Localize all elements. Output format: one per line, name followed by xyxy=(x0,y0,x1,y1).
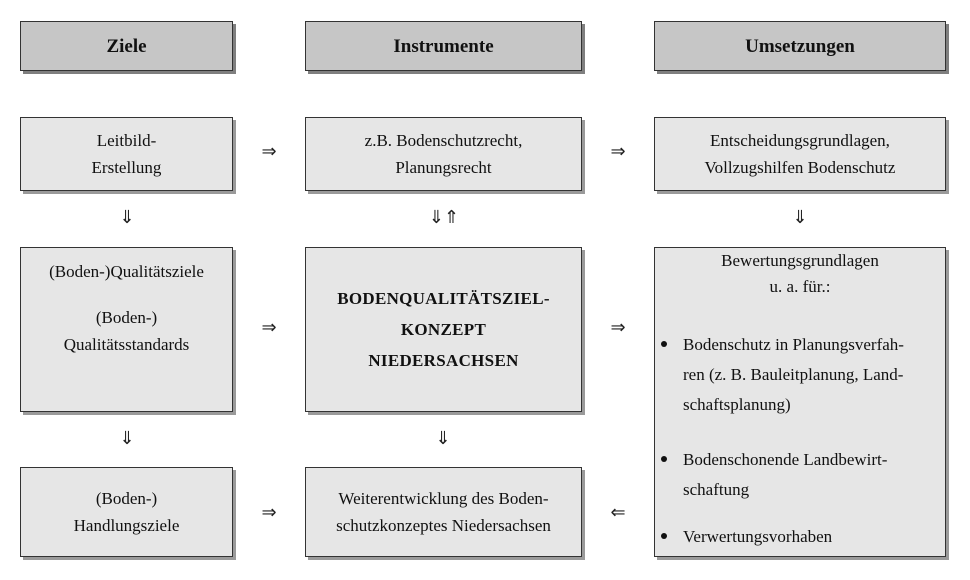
box-leitbild xyxy=(20,117,233,191)
box-weiterentwicklung xyxy=(305,467,582,557)
header-ziele xyxy=(20,21,233,71)
arrow-right-icon: ⇒ xyxy=(261,141,277,162)
arrow-right-icon: ⇒ xyxy=(610,141,626,162)
bullet-1-line-1: Bodenschutz in Planungsverfah- xyxy=(683,335,904,354)
qualitaetsziele-line-1: (Boden-)Qualitätsziele xyxy=(49,262,204,281)
bullet-2-line-1: Bodenschonende Landbewirt- xyxy=(683,450,888,469)
entscheidungsgrundlagen-line-2: Vollzugshilfen Bodenschutz xyxy=(704,158,896,177)
weiterentwicklung-line-1: Weiterentwicklung des Boden- xyxy=(338,489,549,508)
konzept-line-2: KONZEPT xyxy=(400,320,487,339)
handlungsziele-line-1: (Boden-) xyxy=(95,489,158,508)
bullet-1-line-2: ren (z. B. Bauleitplanung, Land- xyxy=(683,365,904,384)
bewertungsgrundlagen-list xyxy=(655,330,945,552)
arrow-down-icon: ⇓ xyxy=(119,207,135,228)
arrow-left-icon: ⇐ xyxy=(610,502,626,523)
header-instrumente xyxy=(305,21,582,71)
arrow-right-icon: ⇒ xyxy=(261,317,277,338)
box-bodenqualitaetszielkonzept xyxy=(305,247,582,412)
bullet-dot-icon xyxy=(661,456,667,462)
header-ziele-label: Ziele xyxy=(106,35,147,57)
bullet-item-landbewirtschaftung xyxy=(655,445,945,505)
bullet-item-verwertungsvorhaben xyxy=(655,522,945,552)
arrow-down-up-icon: ⇓⇑ xyxy=(428,207,460,228)
bodenschutzrecht-line-2: Planungsrecht xyxy=(395,158,492,177)
bullet-dot-icon xyxy=(661,533,667,539)
header-instrumente-label: Instrumente xyxy=(393,35,494,57)
weiterentwicklung-line-2: schutzkonzeptes Niedersachsen xyxy=(336,516,551,535)
konzept-line-1: BODENQUALITÄTSZIEL- xyxy=(337,289,550,308)
box-entscheidungsgrundlagen xyxy=(654,117,946,191)
bullet-dot-icon xyxy=(661,341,667,347)
arrow-right-icon: ⇒ xyxy=(610,317,626,338)
entscheidungsgrundlagen-line-1: Entscheidungsgrundlagen, xyxy=(710,131,890,150)
qualitaetsziele-line-3: Qualitätsstandards xyxy=(63,335,190,354)
header-umsetzungen xyxy=(654,21,946,71)
box-bewertungsgrundlagen xyxy=(654,247,946,557)
leitbild-line-1: Leitbild- xyxy=(96,131,157,150)
header-umsetzungen-label: Umsetzungen xyxy=(745,35,855,57)
bullet-item-planungsverfahren xyxy=(655,330,945,420)
box-handlungsziele xyxy=(20,467,233,557)
handlungsziele-line-2: Handlungsziele xyxy=(73,516,180,535)
arrow-right-icon: ⇒ xyxy=(261,502,277,523)
bullet-1-line-3: schaftsplanung) xyxy=(683,395,791,414)
qualitaetsziele-line-2: (Boden-) xyxy=(95,308,158,327)
konzept-line-3: NIEDERSACHSEN xyxy=(368,351,519,370)
arrow-down-icon: ⇓ xyxy=(119,428,135,449)
leitbild-line-2: Erstellung xyxy=(91,158,162,177)
bodenschutzrecht-line-1: z.B. Bodenschutzrecht, xyxy=(364,131,523,150)
bullet-3-line-1: Verwertungsvorhaben xyxy=(683,527,833,546)
box-qualitaetsziele xyxy=(20,247,233,412)
bewertungsgrundlagen-title-2: u. a. für.: xyxy=(769,277,831,296)
bullet-2-line-2: schaftung xyxy=(683,480,750,499)
arrow-down-icon: ⇓ xyxy=(792,207,808,228)
box-bodenschutzrecht xyxy=(305,117,582,191)
bewertungsgrundlagen-title-1: Bewertungsgrundlagen xyxy=(721,251,879,270)
arrow-down-icon: ⇓ xyxy=(435,428,451,449)
